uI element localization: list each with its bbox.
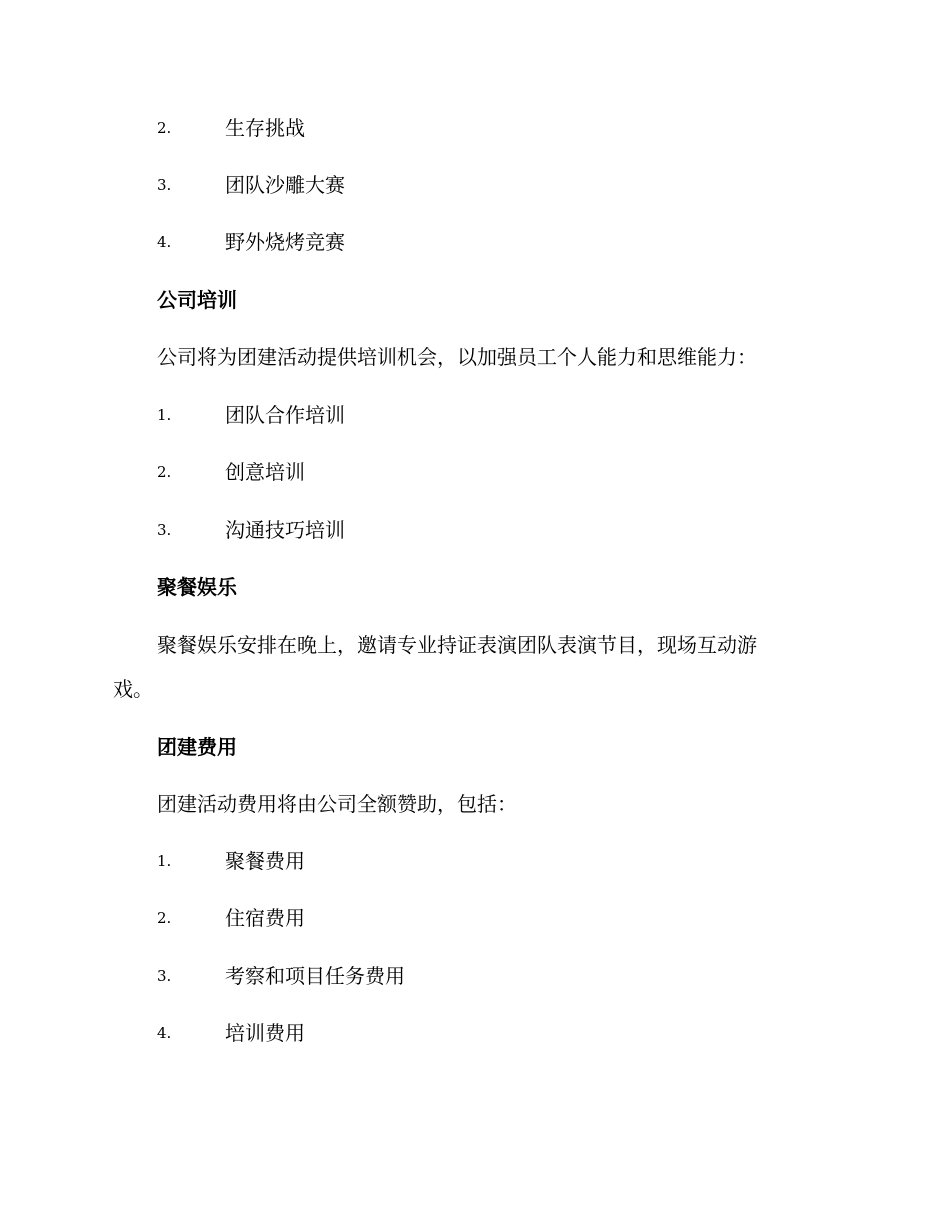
list-item-text: 培训费用 [225, 1021, 305, 1045]
list-number: 2. [157, 463, 172, 481]
list-item-text: 团队沙雕大赛 [225, 173, 345, 197]
paragraph-text: 聚餐娱乐安排在晚上，邀请专业持证表演团队表演节目，现场互动游 [157, 633, 757, 657]
list-item [0, 1018, 950, 1048]
paragraph-text: 戏。 [113, 677, 153, 701]
list-item [0, 961, 950, 991]
list-number: 4. [157, 233, 172, 251]
list-number: 3. [157, 967, 172, 985]
section-heading-text: 团建费用 [157, 735, 237, 759]
paragraph [0, 630, 950, 660]
section-heading-text: 聚餐娱乐 [157, 575, 237, 599]
paragraph [0, 789, 950, 819]
list-item-text: 生存挑战 [225, 116, 305, 140]
paragraph-text: 团建活动费用将由公司全额赞助，包括： [157, 792, 517, 816]
list-number: 3. [157, 521, 172, 539]
list-item-text: 聚餐费用 [225, 849, 305, 873]
list-item-text: 考察和项目任务费用 [225, 964, 405, 988]
paragraph [0, 342, 950, 372]
section-heading-training [0, 285, 950, 315]
list-item-text: 野外烧烤竞赛 [225, 230, 345, 254]
list-number: 2. [157, 119, 172, 137]
list-number: 4. [157, 1024, 172, 1042]
list-item [0, 903, 950, 933]
list-item [0, 227, 950, 257]
list-number: 3. [157, 176, 172, 194]
list-item [0, 170, 950, 200]
section-heading-dinner [0, 572, 950, 602]
paragraph-continuation [0, 674, 950, 704]
list-number: 1. [157, 406, 172, 424]
list-item-text: 创意培训 [225, 460, 305, 484]
section-heading-costs [0, 732, 950, 762]
section-heading-text: 公司培训 [157, 288, 237, 312]
list-item-text: 沟通技巧培训 [225, 518, 345, 542]
list-item-text: 住宿费用 [225, 906, 305, 930]
list-item [0, 515, 950, 545]
paragraph-text: 公司将为团建活动提供培训机会，以加强员工个人能力和思维能力： [157, 345, 757, 369]
list-item-text: 团队合作培训 [225, 403, 345, 427]
list-item [0, 846, 950, 876]
list-item [0, 400, 950, 430]
list-number: 2. [157, 909, 172, 927]
list-item [0, 457, 950, 487]
list-number: 1. [157, 852, 172, 870]
list-item [0, 113, 950, 143]
